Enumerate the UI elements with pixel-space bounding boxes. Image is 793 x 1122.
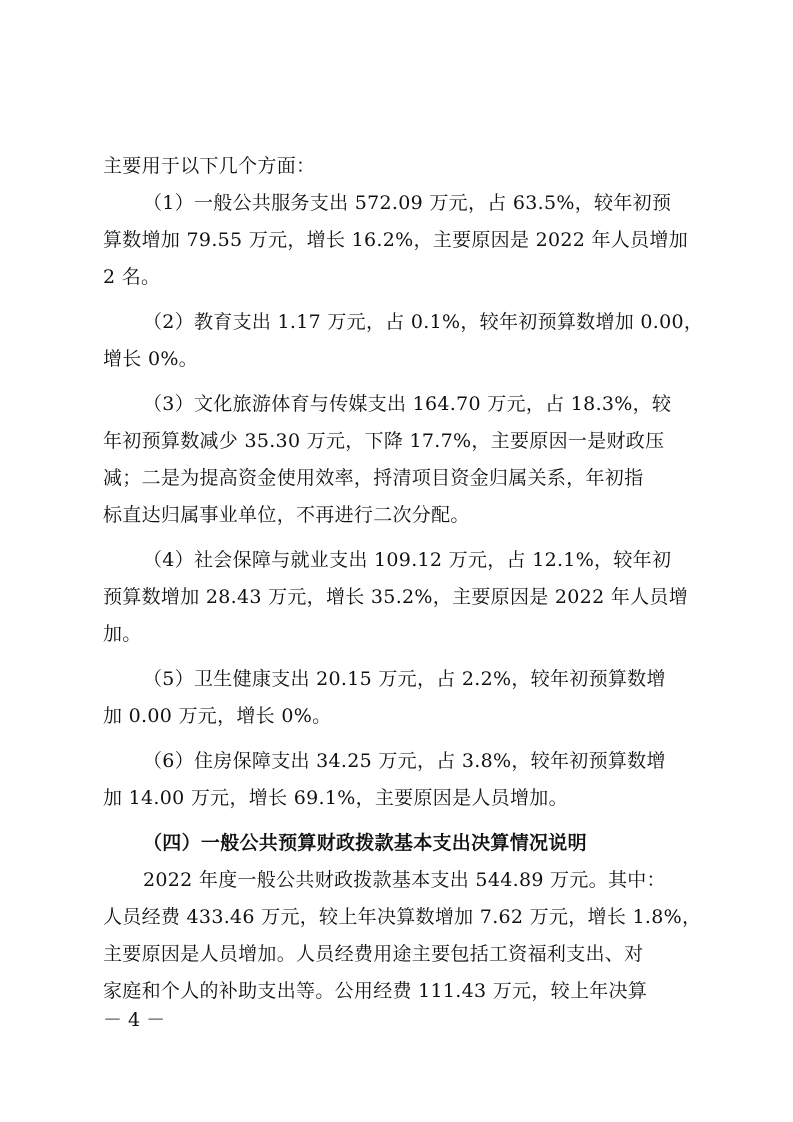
paragraph-line: 标直达归属事业单位，不再进行二次分配。 [103,504,470,526]
document-body [103,148,704,1010]
item-4 [103,542,693,653]
paragraph-line: 算数增加 79.55 万元，增长 16.2%，主要原因是 2022 年人员增加 [103,229,689,251]
paragraph-line: 人员经费 433.46 万元，较上年决算数增加 7.62 万元，增长 1.8%， [103,906,702,928]
paragraph-line: 年初预算数减少 35.30 万元，下降 17.7%，主要原因一是财政压 [103,430,665,452]
item-5 [103,661,693,735]
item-1 [103,185,693,296]
paragraph-line: 加 0.00 万元，增长 0%。 [103,705,332,727]
paragraph-line: 加。 [103,623,142,645]
paragraph-line: （3）文化旅游体育与传媒支出 164.70 万元，占 18.3%，较 [143,393,672,415]
intro-line: 主要用于以下几个方面： [103,155,316,177]
paragraph-line: 加 14.00 万元，增长 69.1%，主要原因是人员增加。 [103,787,568,809]
paragraph-line: 预算数增加 28.43 万元，增长 35.2%，主要原因是 2022 年人员增 [103,586,689,608]
paragraph-line: 主要原因是人员增加。人员经费用途主要包括工资福利支出、对 [103,943,644,965]
paragraph-line: 减；二是为提高资金使用效率，捋清项目资金归属关系，年初指 [103,467,644,489]
section-heading: （四）一般公共预算财政拨款基本支出决算情况说明 [143,832,587,854]
item-6 [103,743,693,817]
page-number: － 4 － [103,1009,166,1031]
paragraph-line: 增长 0%。 [103,348,198,370]
paragraph-line: （6）住房保障支出 34.25 万元，占 3.8%，较年初预算数增 [143,750,666,772]
paragraph-line: （4）社会保障与就业支出 109.12 万元，占 12.1%，较年初 [143,549,672,571]
paragraph-line: （2）教育支出 1.17 万元，占 0.1%，较年初预算数增加 0.00， [143,311,704,333]
paragraph-line: （1）一般公共服务支出 572.09 万元，占 63.5%，较年初预 [143,192,672,214]
item-2 [103,304,704,378]
paragraph-line: 家庭和个人的补助支出等。公用经费 111.43 万元，较上年决算 [103,980,648,1002]
paragraph-line: （5）卫生健康支出 20.15 万元，占 2.2%，较年初预算数增 [143,668,666,690]
final-paragraph [103,862,702,1010]
paragraph-line: 2 名。 [103,266,161,288]
paragraph-line: 2022 年度一般公共财政拨款基本支出 544.89 万元。其中： [143,869,666,891]
item-3 [103,386,693,534]
